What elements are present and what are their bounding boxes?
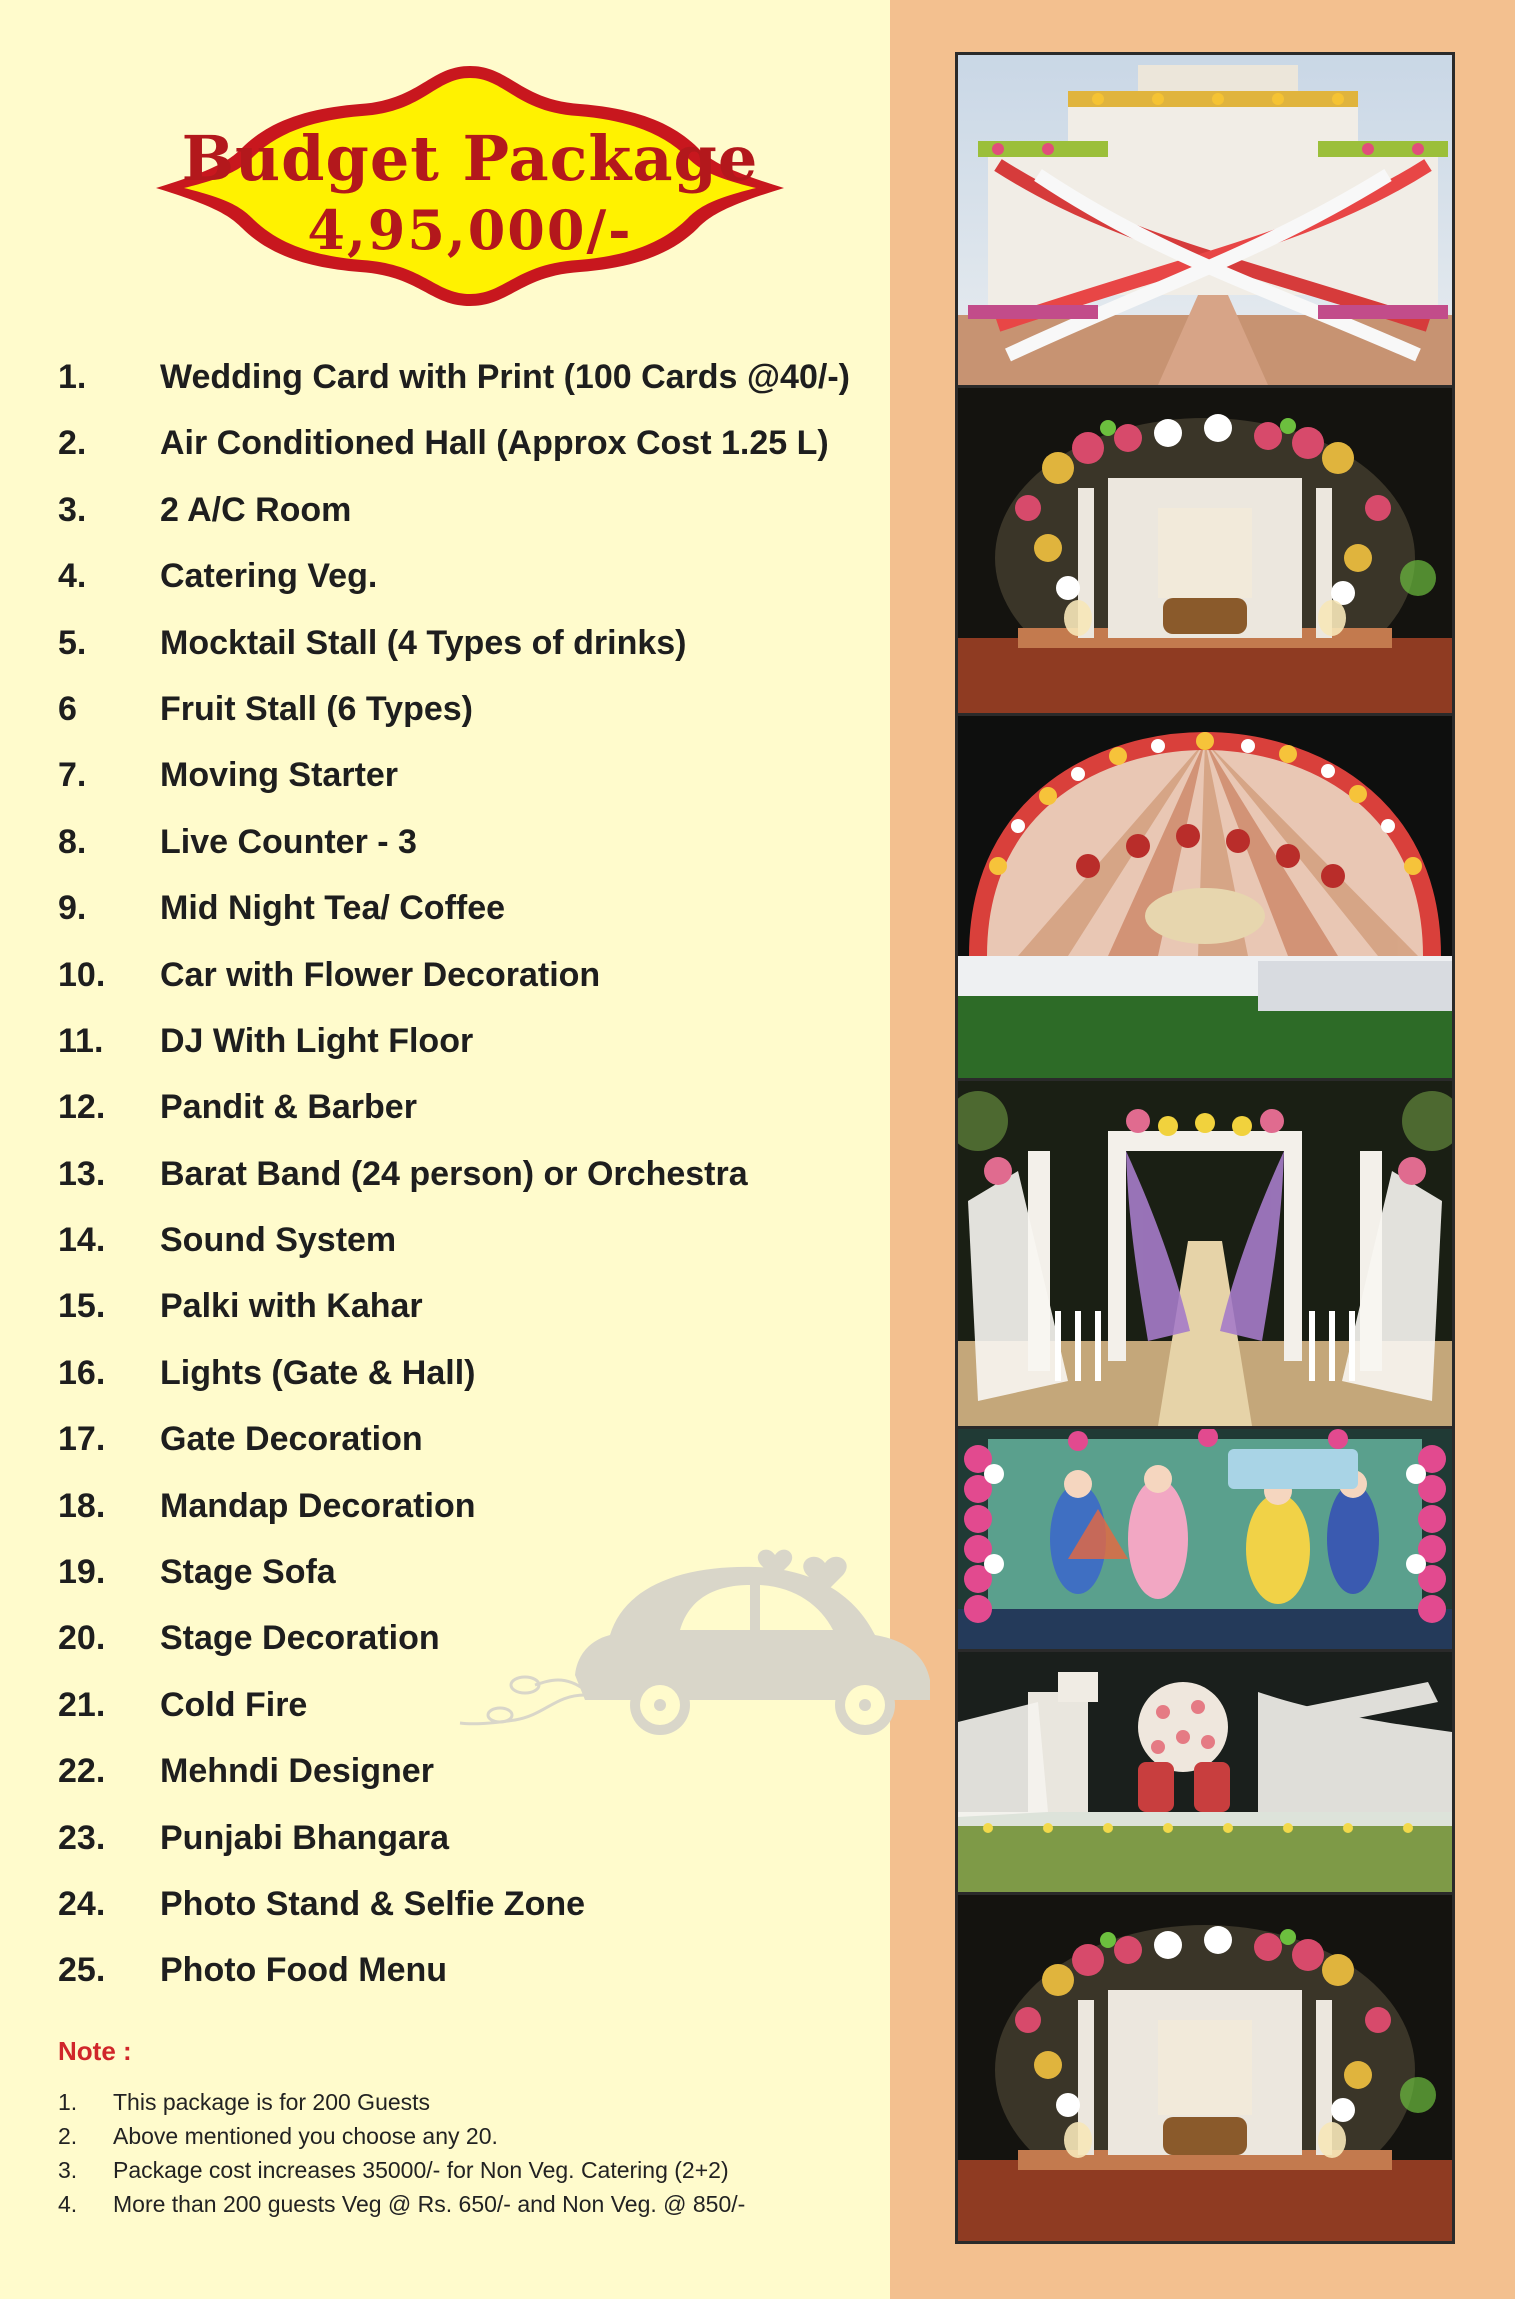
- item-text: Punjabi Bhangara: [160, 1818, 450, 1857]
- item-text: Lights (Gate & Hall): [160, 1353, 476, 1392]
- item-text: Cold Fire: [160, 1685, 308, 1724]
- title-badge: [150, 60, 790, 310]
- photo-strip: [955, 52, 1455, 2244]
- list-item: [58, 1082, 888, 1148]
- item-number: 6: [58, 689, 77, 728]
- list-item: [58, 1613, 888, 1679]
- item-number: 25.: [58, 1951, 106, 1990]
- item-text: Palki with Kahar: [160, 1287, 423, 1326]
- item-number: 19.: [58, 1553, 106, 1592]
- list-item: [58, 1879, 888, 1945]
- item-number: 3.: [58, 490, 87, 529]
- note-number: 1.: [58, 2089, 78, 2115]
- list-item: [58, 1414, 888, 1480]
- list-item: [58, 1149, 888, 1215]
- item-text: 2 A/C Room: [160, 490, 352, 529]
- item-number: 17.: [58, 1420, 106, 1459]
- note-text: More than 200 guests Veg @ Rs. 650/- and Non Veg. @ 850/-: [113, 2191, 746, 2217]
- item-text: Fruit Stall (6 Types): [160, 689, 473, 728]
- list-item: [58, 618, 888, 684]
- list-item: [58, 750, 888, 816]
- item-number: 15.: [58, 1287, 106, 1326]
- list-item: [58, 1215, 888, 1281]
- item-text: Wedding Card with Print (100 Cards @40/-): [160, 358, 850, 396]
- item-text: Car with Flower Decoration: [160, 955, 601, 994]
- list-item: [58, 950, 888, 1016]
- item-number: 21.: [58, 1685, 106, 1724]
- note-number: 2.: [58, 2123, 78, 2149]
- item-text: Mehndi Designer: [160, 1752, 434, 1791]
- note-title: Note :: [58, 2036, 132, 2066]
- birthday-backdrop-photo: [958, 1429, 1452, 1652]
- item-text: Live Counter - 3: [160, 822, 417, 861]
- flower-gate-photo: [958, 55, 1452, 388]
- list-item: [58, 1281, 888, 1347]
- list-item: [58, 1016, 888, 1082]
- item-number: 22.: [58, 1752, 106, 1791]
- item-number: 12.: [58, 1088, 106, 1127]
- item-number: 24.: [58, 1884, 106, 1923]
- item-number: 13.: [58, 1154, 106, 1193]
- item-number: 8.: [58, 822, 87, 861]
- dome-stage-photo: [958, 716, 1452, 1081]
- list-item: [58, 1746, 888, 1812]
- list-item: [58, 551, 888, 617]
- list-item: [58, 1547, 888, 1613]
- item-text: Sound System: [160, 1221, 397, 1260]
- white-stage-photo: [958, 1652, 1452, 1895]
- item-number: 9.: [58, 889, 87, 928]
- note-number: 4.: [58, 2191, 78, 2217]
- list-item: [58, 418, 888, 484]
- item-text: Catering Veg.: [160, 557, 378, 596]
- list-item: [58, 1481, 888, 1547]
- list-item: [58, 684, 888, 750]
- item-text: Mocktail Stall (4 Types of drinks): [160, 623, 687, 662]
- item-number: 18.: [58, 1486, 106, 1525]
- item-text: Stage Sofa: [160, 1553, 336, 1592]
- list-item: [58, 883, 888, 949]
- item-number: 1.: [58, 358, 87, 396]
- item-text: Photo Stand & Selfie Zone: [160, 1884, 586, 1923]
- item-number: 20.: [58, 1619, 106, 1658]
- floral-stage-night-photo: [958, 1895, 1452, 2241]
- list-item: [58, 1813, 888, 1879]
- note-number: 3.: [58, 2157, 78, 2183]
- item-text: Air Conditioned Hall (Approx Cost 1.25 L): [160, 424, 829, 463]
- floral-stage-night-photo: [958, 388, 1452, 716]
- item-text: Photo Food Menu: [160, 1951, 448, 1990]
- purple-drape-entrance-photo: [958, 1081, 1452, 1429]
- item-text: Moving Starter: [160, 756, 399, 795]
- item-number: 14.: [58, 1221, 106, 1260]
- list-item: [58, 1945, 888, 2011]
- note-text: This package is for 200 Guests: [113, 2089, 431, 2115]
- item-text: Mid Night Tea/ Coffee: [160, 889, 506, 928]
- page-title: Budget Package: [181, 122, 759, 195]
- item-text: Gate Decoration: [160, 1420, 423, 1459]
- item-number: 5.: [58, 623, 87, 662]
- list-item: [58, 1348, 888, 1414]
- item-number: 11.: [58, 1021, 104, 1060]
- package-price: 4,95,000/-: [307, 198, 633, 262]
- item-number: 4.: [58, 557, 87, 596]
- item-number: 10.: [58, 955, 106, 994]
- list-item: [58, 1680, 888, 1746]
- package-items-list: [58, 352, 888, 2012]
- item-number: 16.: [58, 1353, 106, 1392]
- item-text: Stage Decoration: [160, 1619, 440, 1658]
- item-text: Pandit & Barber: [160, 1088, 417, 1127]
- item-number: 7.: [58, 756, 87, 795]
- note-text: Above mentioned you choose any 20.: [113, 2123, 498, 2149]
- item-text: DJ With Light Floor: [160, 1021, 474, 1060]
- list-item: [58, 485, 888, 551]
- item-text: Barat Band (24 person) or Orchestra: [160, 1154, 748, 1193]
- item-text: Mandap Decoration: [160, 1486, 476, 1525]
- list-item: [58, 352, 888, 418]
- item-number: 23.: [58, 1818, 106, 1857]
- list-item: [58, 817, 888, 883]
- note-text: Package cost increases 35000/- for Non Veg. Catering (2+2): [113, 2157, 729, 2183]
- item-number: 2.: [58, 424, 87, 463]
